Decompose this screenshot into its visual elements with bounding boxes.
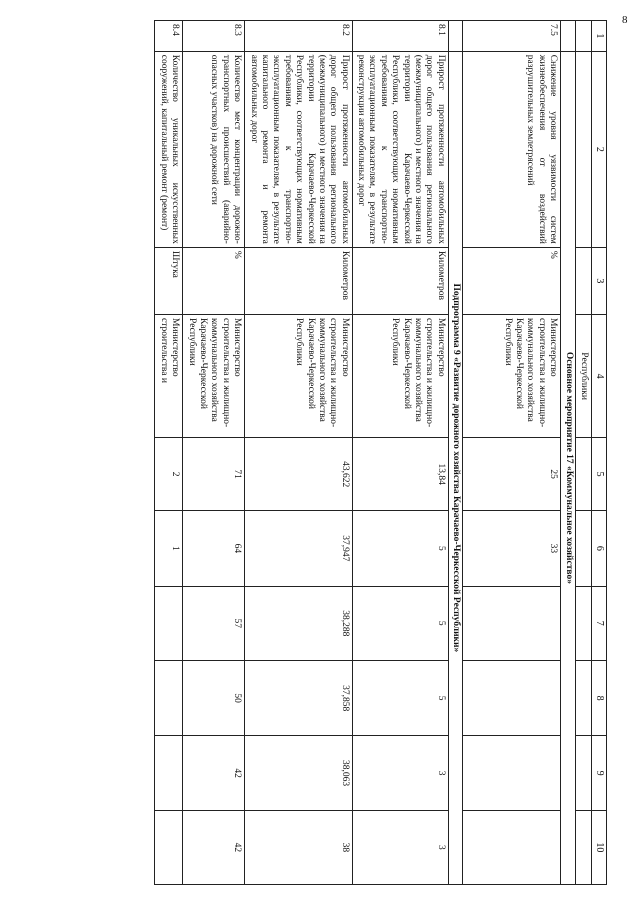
indicator-name: Снижение уровня уязвимости систем жизнеобеспечения от воздействий разрушительных землетрясений: [463, 51, 561, 247]
value-col-10: 3: [352, 810, 448, 884]
empty-cell: [448, 21, 462, 52]
unit: %: [183, 247, 245, 314]
header-col-2: 2: [592, 51, 607, 247]
value-col-5: 43,622: [245, 438, 353, 511]
value-col-9: 42: [183, 736, 245, 810]
row-number: 8.1: [352, 21, 448, 52]
empty-cell: [561, 21, 575, 52]
section-title: Подпрограмма 9 «Развитие дорожного хозяйства Карачаево-Черкесской Республики»: [448, 51, 462, 884]
rotated-table-page: [95, 20, 607, 885]
header-col-3: 3: [592, 247, 607, 314]
table-row: [245, 21, 353, 885]
value-col-8: 37,858: [245, 660, 353, 736]
indicator-name: Количество уникальных искусственных сооружений, капитальный ремонт (ремонт): [155, 51, 183, 247]
header-col-1: 1: [592, 21, 607, 52]
empty-cell: [575, 586, 591, 660]
unit: %: [463, 247, 561, 314]
indicator-name: Прирост протяженности автомобильных дорог общего пользования регионального (межмуниципального) и местного значения на территории Карачаево-Черкесской Республики, соответствующих нормативным требованиям к транспортно-эксплуатационным показателям, в результате реконструкции автомобильных дорог: [352, 51, 448, 247]
row-number: 8.3: [183, 21, 245, 52]
value-col-10: [463, 810, 561, 884]
value-col-8: 50: [183, 660, 245, 736]
table-row: [155, 21, 183, 885]
value-col-8: [463, 660, 561, 736]
empty-cell: [575, 660, 591, 736]
value-col-7: 57: [183, 586, 245, 660]
value-col-5: 71: [183, 438, 245, 511]
executor: Министерство строительства и жилищно-коммунального хозяйства Карачаево-Черкесской Республики: [463, 315, 561, 438]
executor: Министерство строительства и: [155, 315, 183, 438]
header-col-5: 5: [592, 438, 607, 511]
value-col-5: 2: [155, 438, 183, 511]
value-col-6: 1: [155, 511, 183, 587]
empty-cell: [575, 247, 591, 314]
header-col-10: 10: [592, 810, 607, 884]
table-row: [352, 21, 448, 885]
value-col-6: 37,947: [245, 511, 353, 587]
header-continuation-row: [575, 21, 591, 885]
executor: Министерство строительства и жилищно-коммунального хозяйства Карачаево-Черкесской Республики: [183, 315, 245, 438]
empty-cell: [575, 810, 591, 884]
value-col-9: [155, 736, 183, 810]
value-col-9: 3: [352, 736, 448, 810]
header-col-6: 6: [592, 511, 607, 587]
empty-cell: [575, 736, 591, 810]
value-col-8: [155, 660, 183, 736]
value-col-6: 5: [352, 511, 448, 587]
value-col-5: 13,84: [352, 438, 448, 511]
value-col-10: 38: [245, 810, 353, 884]
value-col-6: 33: [463, 511, 561, 587]
section-row-17: [561, 21, 575, 885]
executor: Министерство строительства и жилищно-коммунального хозяйства Карачаево-Черкесской Республики: [245, 315, 353, 438]
executor: Министерство строительства и жилищно-коммунального хозяйства Карачаево-Черкесской Республики: [352, 315, 448, 438]
value-col-9: 38,063: [245, 736, 353, 810]
header-col-9: 9: [592, 736, 607, 810]
header-col-7: 7: [592, 586, 607, 660]
indicator-name: Прирост протяженности автомобильных дорог общего пользования регионального (межмуниципального) и местного значения на территории Карачаево-Черкесской Республики, соответствующих нормативным требованиям к транспортно-эксплуатационным показателям, в результате капитального ремонта и ремонта автомобильных дорог: [245, 51, 353, 247]
row-number: 8.4: [155, 21, 183, 52]
table-row: [463, 21, 561, 885]
header-col-8: 8: [592, 660, 607, 736]
header-sub-label: Республики: [575, 315, 591, 438]
value-col-5: 25: [463, 438, 561, 511]
header-col-4: 4: [592, 315, 607, 438]
value-col-10: [155, 810, 183, 884]
empty-cell: [575, 511, 591, 587]
unit: Километров: [352, 247, 448, 314]
empty-cell: [575, 51, 591, 247]
value-col-9: [463, 736, 561, 810]
unit: Штука: [155, 247, 183, 314]
indicators-table: [154, 20, 607, 885]
value-col-7: 5: [352, 586, 448, 660]
row-number: 7.5: [463, 21, 561, 52]
table-row: [183, 21, 245, 885]
value-col-10: 42: [183, 810, 245, 884]
value-col-6: 64: [183, 511, 245, 587]
page-number: 8: [622, 14, 628, 26]
value-col-7: 38,288: [245, 586, 353, 660]
section-row-9: [448, 21, 462, 885]
unit: Километров: [245, 247, 353, 314]
section-title: Основное мероприятие 17 «Коммунальное хозяйство»: [561, 51, 575, 884]
value-col-8: 5: [352, 660, 448, 736]
header-row: [592, 21, 607, 885]
value-col-7: [463, 586, 561, 660]
empty-cell: [575, 438, 591, 511]
empty-cell: [575, 21, 591, 52]
row-number: 8.2: [245, 21, 353, 52]
value-col-7: [155, 586, 183, 660]
indicator-name: Количество мест концентрации дорожно-транспортных происшествий (аварийно-опасных участков) на дорожной сети: [183, 51, 245, 247]
